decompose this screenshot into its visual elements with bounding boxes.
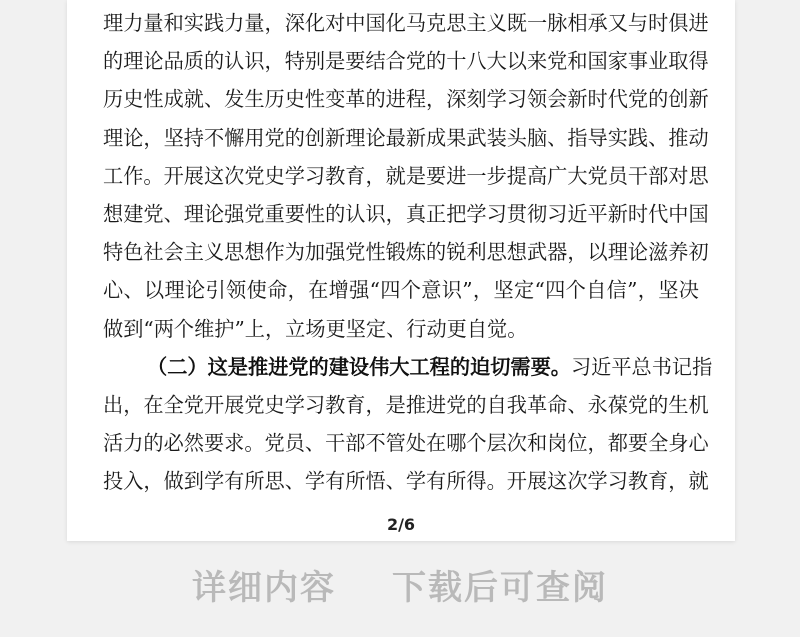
paragraph-line: 理论，坚持不懈用党的创新理论最新成果武装头脑、指导实践、推动 xyxy=(103,125,709,150)
paragraph-line: 理力量和实践力量，深化对中国化马克思主义既一脉相承又与时俱进 xyxy=(103,11,709,35)
footer-caption xyxy=(0,560,800,609)
paragraph-line: 做到“两个维护”上，立场更坚定、行动更自觉。 xyxy=(103,316,528,341)
paragraph-line: 的理论品质的认识，特别是要结合党的十八大以来党和国家事业取得 xyxy=(103,49,709,74)
footer-left-text: 详细内容 xyxy=(192,568,336,608)
paragraph-line: 历史性成就、发生历史性变革的进程，深刻学习领会新时代党的创新 xyxy=(103,87,709,112)
section-heading-line xyxy=(103,348,713,386)
paragraph-line: 投入，做到学有所思、学有所悟、学有所得。开展这次学习教育，就 xyxy=(103,469,709,494)
paragraph-line: 想建党、理论强党重要性的认识，真正把学习贯彻习近平新时代中国 xyxy=(103,201,709,226)
document-page xyxy=(67,0,735,541)
paragraph-line: 活力的必然要求。党员、干部不管处在哪个层次和岗位，都要全身心 xyxy=(103,431,709,456)
page-number: 2/6 xyxy=(386,515,416,534)
document-body xyxy=(103,4,713,500)
paragraph-line: 心、以理论引领使命，在增强“四个意识”，坚定“四个自信”，坚决 xyxy=(103,278,699,303)
section-heading: （二）这是推进党的建设伟大工程的迫切需要。 xyxy=(147,354,571,379)
section-heading-continuation: 习近平总书记指 xyxy=(570,354,713,379)
paragraph-line: 工作。开展这次党史学习教育，就是要进一步提高广大党员干部对思 xyxy=(103,163,709,188)
paragraph-line: 出，在全党开展党史学习教育，是推进党的自我革命、永葆党的生机 xyxy=(103,392,709,417)
paragraph-line: 特色社会主义思想作为加强党性锻炼的锐利思想武器，以理论滋养初 xyxy=(103,240,709,265)
footer-right-text: 下载后可查阅 xyxy=(392,568,608,608)
